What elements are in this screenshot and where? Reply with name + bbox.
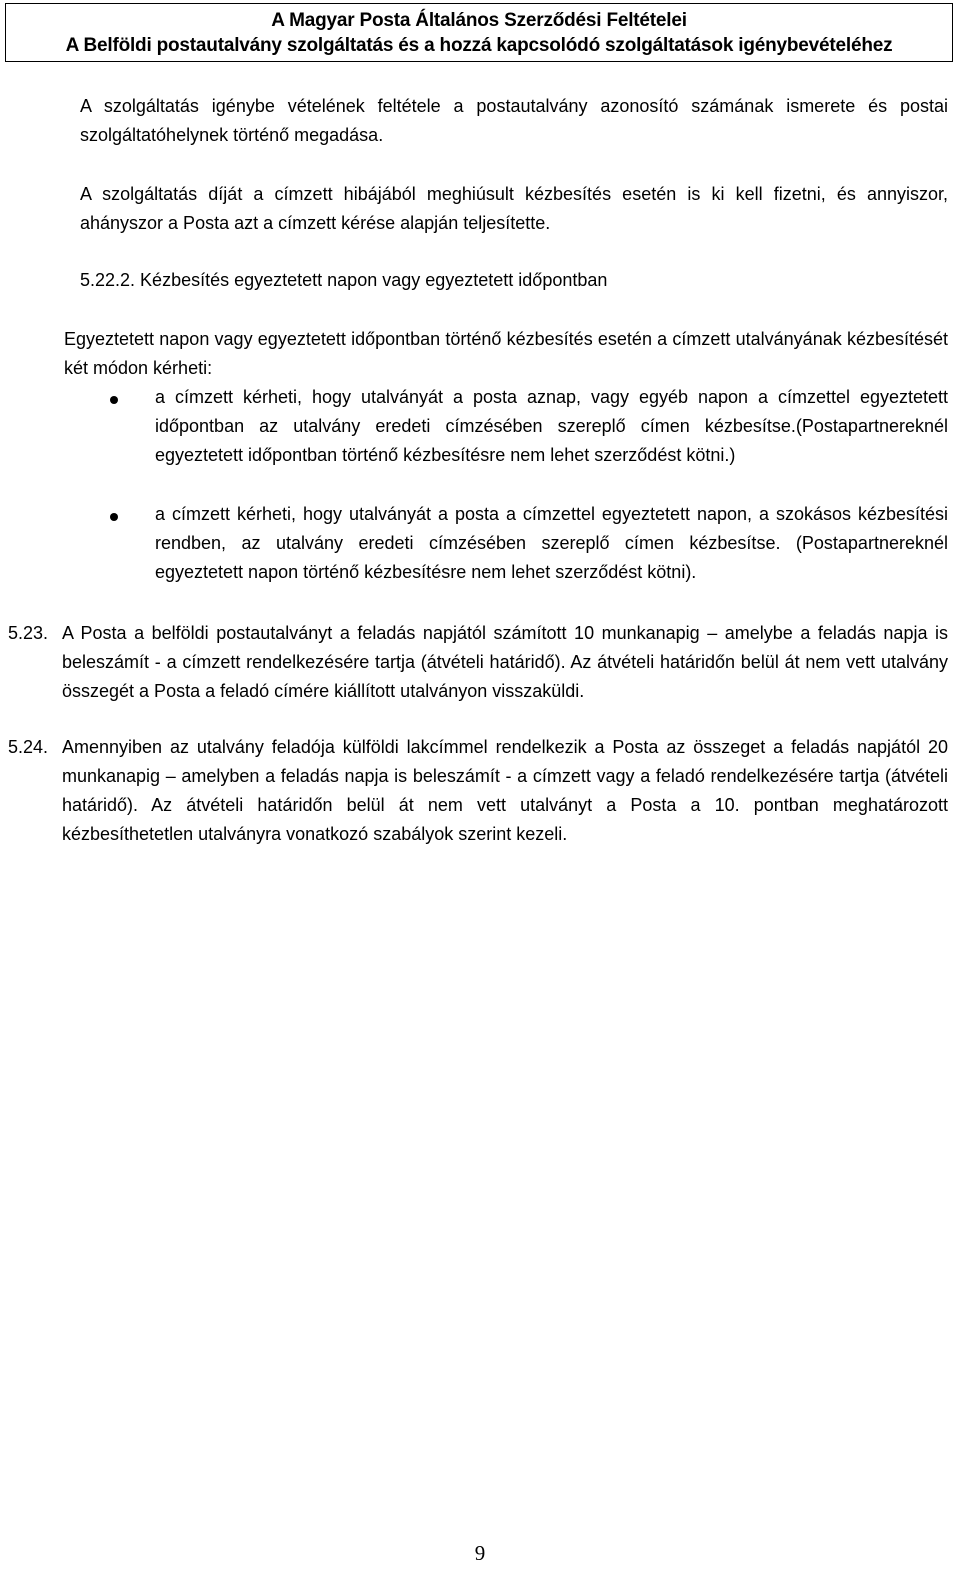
paragraph-condition: A szolgáltatás igénybe vételének feltétele a postautalvány azonosító számának ismerete és postai szolgáltatóhelynek történő megadása.	[80, 96, 948, 145]
paragraph-agreed-delivery: Egyeztetett napon vagy egyeztetett időpontban történő kézbesítés esetén a címzett utalványának kézbesítését két módon kérheti:	[64, 329, 948, 378]
document-subtitle: A Belföldi postautalvány szolgáltatás és a hozzá kapcsolódó szolgáltatások igénybevételéhez	[65, 35, 893, 56]
bullet-icon	[110, 513, 118, 521]
page-number: 9	[474, 1541, 486, 1565]
list-item-bullet-2: a címzett kérheti, hogy utalványát a posta a címzettel egyeztetett napon, a szokásos kézbesítési rendben, az utalvány eredeti címzésében szereplő címen kézbesítse. (Postapartnereknél egyeztetett napon történő kézbesítésre nem lehet szerződést kötni).	[155, 504, 948, 582]
bullet-icon	[110, 396, 118, 404]
section-5-24-text: Amennyiben az utalvány feladója külföldi lakcímmel rendelkezik a Posta az összeget a feladás napjától 20 munkanapig – amelyben a feladás napja is beleszámít - a címzett vagy a feladó rendelkezésére tartja (átvételi határidő). Az átvételi határidőn belül át nem vett utalványt a Posta a 10. pontban meghatározott kézbesíthetetlen utalványra vonatkozó szabályok szerint kezeli.	[62, 737, 948, 844]
section-5-22-2-heading: 5.22.2. Kézbesítés egyeztetett napon vagy egyeztetett időpontban	[80, 270, 608, 290]
section-5-23-number: 5.23.	[8, 623, 49, 643]
section-5-24-number: 5.24.	[8, 737, 49, 757]
list-item-bullet-1: a címzett kérheti, hogy utalványát a posta aznap, vagy egyéb napon a címzettel egyeztetett időpontban az utalvány eredeti címzésében szereplő címen kézbesítse.(Postapartnereknél egyeztetett időpontban történő kézbesítésre nem lehet szerződést kötni.)	[155, 387, 948, 465]
section-5-23-text: A Posta a belföldi postautalványt a feladás napjától számított 10 munkanapig – amelybe a feladás napja is beleszámít - a címzett rendelkezésére tartja (átvételi határidő). Az átvételi határidőn belül át nem vett utalvány összegét a Posta a feladó címére kiállított utalványon visszaküldi.	[62, 623, 948, 701]
paragraph-fee: A szolgáltatás díját a címzett hibájából meghiúsult kézbesítés esetén is ki kell fizetni, és annyiszor, ahányszor a Posta azt a címzett kérése alapján teljesítette.	[80, 184, 948, 233]
document-title: A Magyar Posta Általános Szerződési Feltételei	[271, 10, 687, 31]
document-header	[5, 3, 953, 62]
